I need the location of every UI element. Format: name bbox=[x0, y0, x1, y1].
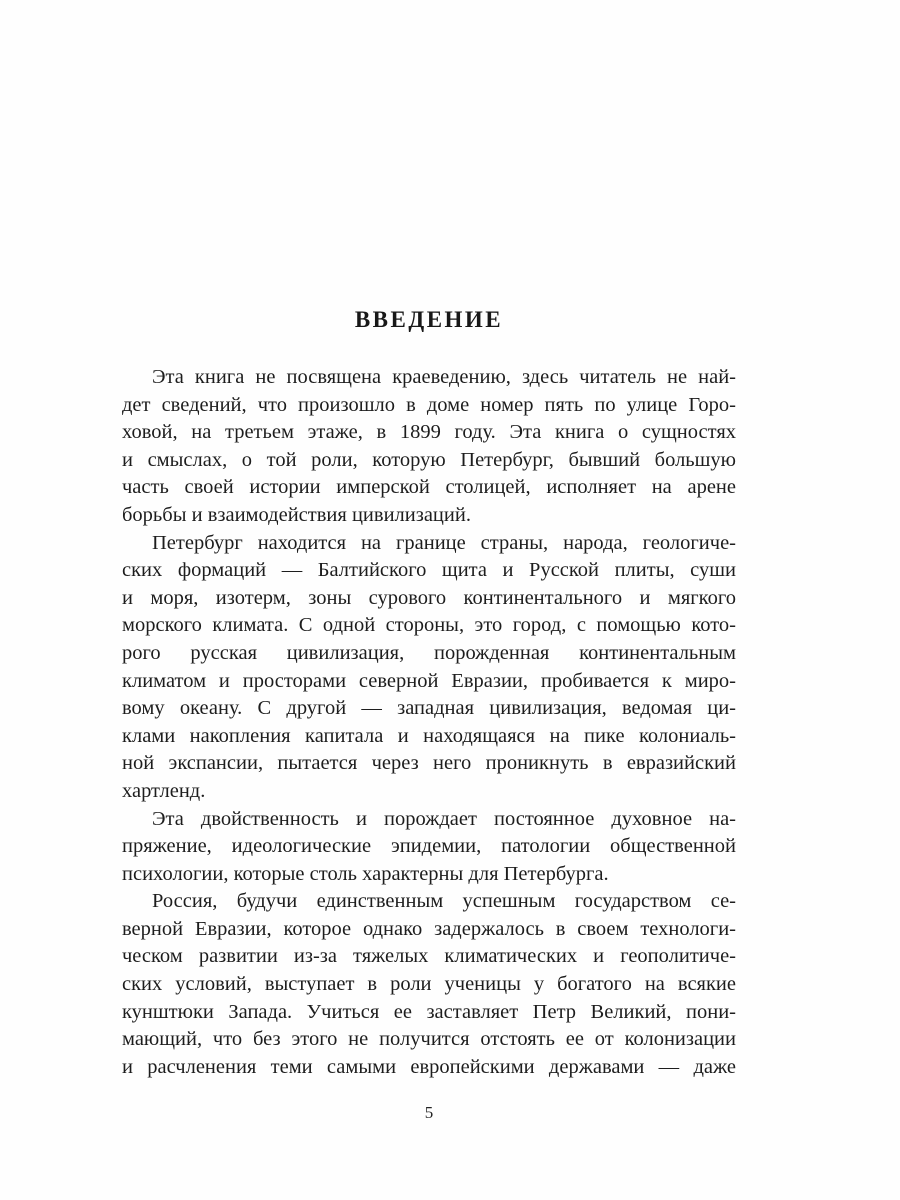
text-line: климатом и просторами северной Евразии, пробивается к миро- bbox=[122, 669, 736, 692]
text-line: ной экспансии, пытается через него проникнуть в евразийский bbox=[122, 752, 736, 775]
text-line: психологии, которые столь характерны для Петербурга. bbox=[122, 862, 609, 885]
text-line: и смыслах, о той роли, которую Петербург, бывший большую bbox=[122, 448, 736, 471]
chapter-title: ВВЕДЕНИЕ bbox=[354, 307, 504, 332]
text-line: дет сведений, что произошло в доме номер пять по улице Горо- bbox=[122, 393, 736, 416]
text-line: и моря, изотерм, зоны сурового континентального и мягкого bbox=[122, 586, 736, 609]
text-line: кунштюки Запада. Учиться ее заставляет Петр Великий, пони- bbox=[122, 1000, 736, 1023]
text-line: хартленд. bbox=[122, 779, 206, 802]
text-line: Петербург находится на границе страны, народа, геологиче- bbox=[152, 531, 736, 554]
text-line: морского климата. С одной стороны, это город, с помощью кото- bbox=[122, 614, 736, 637]
text-line: ских формаций — Балтийского щита и Русской плиты, суши bbox=[122, 559, 736, 582]
text-line: и расчленения теми самыми европейскими державами — даже bbox=[122, 1055, 736, 1078]
text-line: Эта двойственность и порождает постоянное духовное на- bbox=[152, 807, 736, 830]
text-line: часть своей истории имперской столицей, исполняет на арене bbox=[122, 476, 736, 499]
text-line: борьбы и взаимодействия цивилизаций. bbox=[122, 503, 471, 526]
text-line: Эта книга не посвящена краеведению, здесь читатель не най- bbox=[152, 366, 736, 388]
page-number: 5 bbox=[424, 1103, 434, 1122]
text-line: ховой, на третьем этаже, в 1899 году. Эта книга о сущностях bbox=[122, 421, 736, 444]
text-line: верной Евразии, которое однако задержалось в своем технологи- bbox=[122, 917, 736, 940]
text-line: ских условий, выступает в роли ученицы у богатого на всякие bbox=[122, 973, 736, 996]
text-line: рого русская цивилизация, порожденная континентальным bbox=[122, 641, 736, 664]
text-line: клами накопления капитала и находящаяся на пике колониаль- bbox=[122, 724, 736, 747]
text-line: пряжение, идеологические эпидемии, патологии общественной bbox=[122, 835, 736, 858]
text-line: мающий, что без этого не получится отстоять ее от колонизации bbox=[122, 1028, 736, 1051]
text-line: вому океану. С другой — западная цивилизация, ведомая ци- bbox=[122, 697, 736, 720]
text-line: ческом развитии из-за тяжелых климатических и геополитиче- bbox=[122, 945, 736, 968]
text-line: Россия, будучи единственным успешным государством се- bbox=[152, 890, 736, 913]
body-text bbox=[122, 364, 736, 1081]
